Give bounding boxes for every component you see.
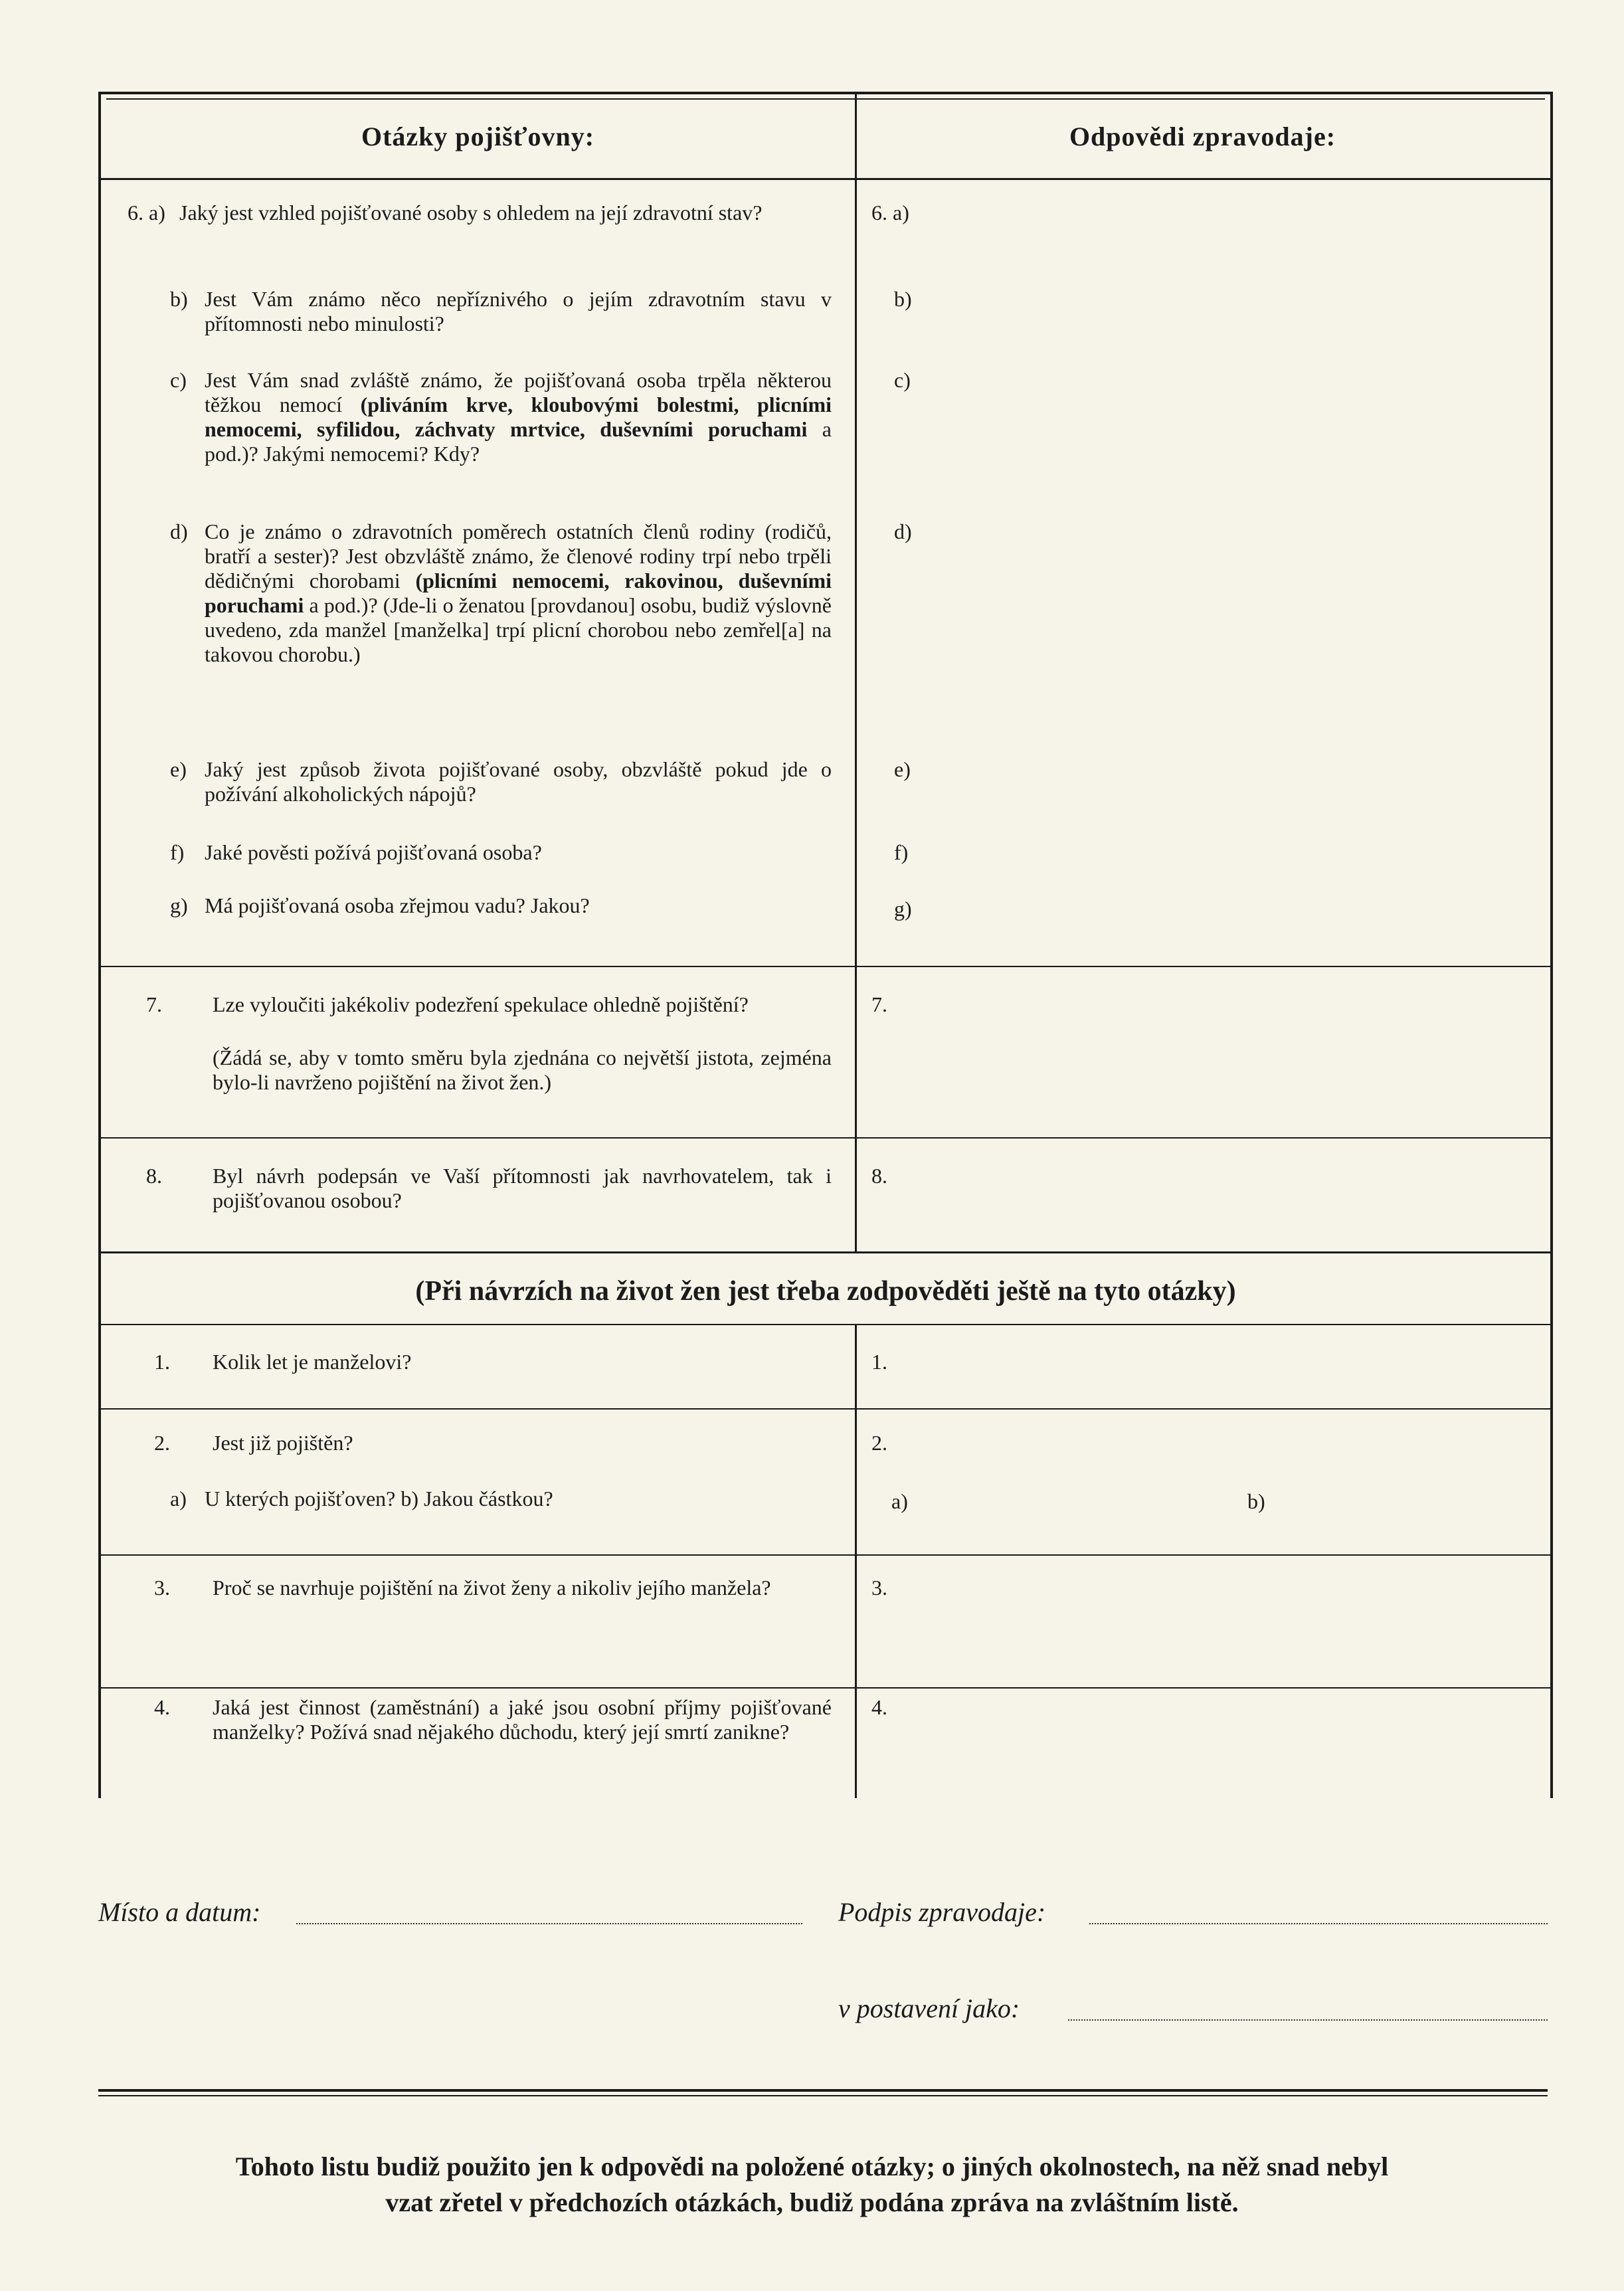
divider-after-women-title (101, 1324, 1550, 1325)
footer-line-2: vzat zřetel v předchozích otázkách, budiž podána zpráva na zvláštním listě. (385, 2187, 1239, 2217)
women-question-2-sub-label: a) (170, 1487, 187, 1511)
women-question-2-sub (128, 1487, 832, 1513)
question-6d (128, 519, 832, 719)
women-question-2 (128, 1431, 832, 1457)
place-date-label: Místo a datum: (98, 1897, 261, 1927)
header-divider (101, 178, 1550, 180)
women-answer-2b-label: b) (1247, 1489, 1265, 1513)
women-question-2-label: 2. (154, 1431, 170, 1455)
question-6a (128, 201, 832, 254)
question-6g-text: Má pojišťovaná osoba zřejmou vadu? Jakou? (205, 893, 590, 917)
divider-after-6 (101, 966, 1550, 967)
footer-line-1: Tohoto listu budiž použito jen k odpovědi na položené otázky; o jiných okolnostech, na něž snad nebyl (235, 2152, 1389, 2181)
answer-6c-label: c) (894, 368, 911, 392)
women-answer-2a-label: a) (891, 1489, 908, 1513)
question-6e-text: Jaký jest způsob života pojišťované osoby, obzvláště pokud jde o požívání alkoholických nápojů? (205, 757, 832, 806)
women-question-3 (128, 1576, 832, 1629)
women-question-3-label: 3. (154, 1576, 170, 1600)
women-section-title: (Při návrzích na život žen jest třeba zodpověděti ještě na tyto otázky) (415, 1276, 1236, 1307)
question-6f (128, 840, 832, 867)
answer-6g-label: g) (894, 897, 912, 921)
divider-after-women-3 (101, 1687, 1550, 1689)
position-label: v postavení jako: (838, 1993, 1020, 2023)
question-6g-label: g) (170, 893, 188, 917)
question-8 (128, 1164, 832, 1217)
women-answer-2-label: 2. (871, 1431, 887, 1455)
question-7-note: (Žádá se, aby v tomto směru byla zjednána co největší jistota, zejména bylo-li navrženo pojištění na život žen.) (213, 1046, 832, 1094)
answer-6a-label: 6. a) (871, 201, 909, 225)
answer-6d-label: d) (894, 519, 912, 543)
footer-rule-thin (98, 2095, 1548, 2096)
women-question-1 (128, 1350, 832, 1376)
place-date-field[interactable] (296, 1923, 802, 1924)
women-question-1-label: 1. (154, 1350, 170, 1374)
footer-rule (98, 2089, 1548, 2092)
question-7-label: 7. (146, 992, 162, 1016)
question-6b-label: b) (170, 287, 188, 311)
question-8-text: Byl návrh podepsán ve Vaší přítomnosti jak navrhovatelem, tak i pojišťovanou osobou? (213, 1164, 832, 1212)
question-6f-text: Jaké pověsti požívá pojišťovaná osoba? (205, 840, 542, 864)
question-6a-label: 6. a) (128, 201, 165, 225)
position-field[interactable] (1068, 2019, 1548, 2021)
question-6e-label: e) (170, 757, 187, 781)
divider-after-women-2 (101, 1554, 1550, 1556)
question-6b-text: Jest Vám známo něco nepříznivého o jejím zdravotním stavu v přítomnosti nebo minulosti? (205, 287, 832, 335)
questionnaire-form (98, 92, 1553, 1798)
women-question-4 (128, 1695, 832, 1775)
women-question-3-text: Proč se navrhuje pojištění na život ženy a nikoliv jejího manžela? (213, 1576, 771, 1600)
answers-header: Odpovědi zpravodaje: (1069, 121, 1336, 151)
question-6g (128, 893, 832, 920)
question-6c (128, 368, 832, 501)
answer-6e-label: e) (894, 757, 911, 781)
answer-7-label: 7. (871, 992, 887, 1016)
question-6d-text: Co je známo o zdravotních poměrech ostatních členů rodiny (rodičů, bratří a sester)? Jest obzvláště známo, že členové rodiny trpí nebo trpěli dědičnými chorobami (plicními nemocemi, rakovinou, duševními poruchami a pod.)? (Jde-li o ženatou [provdanou] osobu, budiž výslovně uvedeno, zda manžel [manželka] trpí plicní chorobou nebo zemřel[a] na takovou chorobu.) (205, 519, 832, 666)
question-7-text: Lze vyloučiti jakékoliv podezření spekulace ohledně pojištění? (213, 992, 749, 1016)
women-question-2-sub-text: U kterých pojišťoven? b) Jakou částkou? (205, 1487, 553, 1511)
footer-note (66, 2149, 1558, 2221)
women-question-4-label: 4. (154, 1695, 170, 1719)
question-6c-text: Jest Vám snad zvláště známo, že pojišťovaná osoba trpěla některou těžkou nemocí (pliváním krve, kloubovými bolestmi, plicními nemocemi, syfilidou, záchvaty mrtvice, duševními poruchami a pod.)? Jakými nemocemi? Kdy? (205, 368, 832, 466)
women-question-2-text: Jest již pojištěn? (213, 1431, 353, 1455)
question-6e (128, 757, 832, 810)
reporter-signature-label: Podpis zpravodaje: (838, 1897, 1046, 1927)
answer-6b-label: b) (894, 287, 912, 311)
question-6a-text: Jaký jest vzhled pojišťované osoby s ohledem na její zdravotní stav? (179, 201, 763, 225)
women-answer-1-label: 1. (871, 1350, 887, 1374)
question-6f-label: f) (170, 840, 185, 864)
women-question-1-text: Kolik let je manželovi? (213, 1350, 412, 1374)
answer-6f-label: f) (894, 840, 909, 864)
question-6c-label: c) (170, 368, 187, 392)
divider-after-women-1 (101, 1408, 1550, 1410)
reporter-signature-field[interactable] (1089, 1923, 1548, 1924)
question-6b (128, 287, 832, 340)
question-6d-label: d) (170, 519, 188, 543)
answer-8-label: 8. (871, 1164, 887, 1188)
women-question-4-text: Jaká jest činnost (zaměstnání) a jaké jsou osobní příjmy pojišťované manželky? Požívá snad nějakého důchodu, který její smrtí zanikne? (213, 1695, 832, 1744)
question-8-label: 8. (146, 1164, 162, 1188)
column-divider (855, 94, 857, 1798)
women-answer-4-label: 4. (871, 1695, 887, 1719)
questions-header: Otázky pojišťovny: (361, 121, 595, 151)
women-answer-3-label: 3. (871, 1576, 887, 1600)
divider-after-7 (101, 1137, 1550, 1139)
